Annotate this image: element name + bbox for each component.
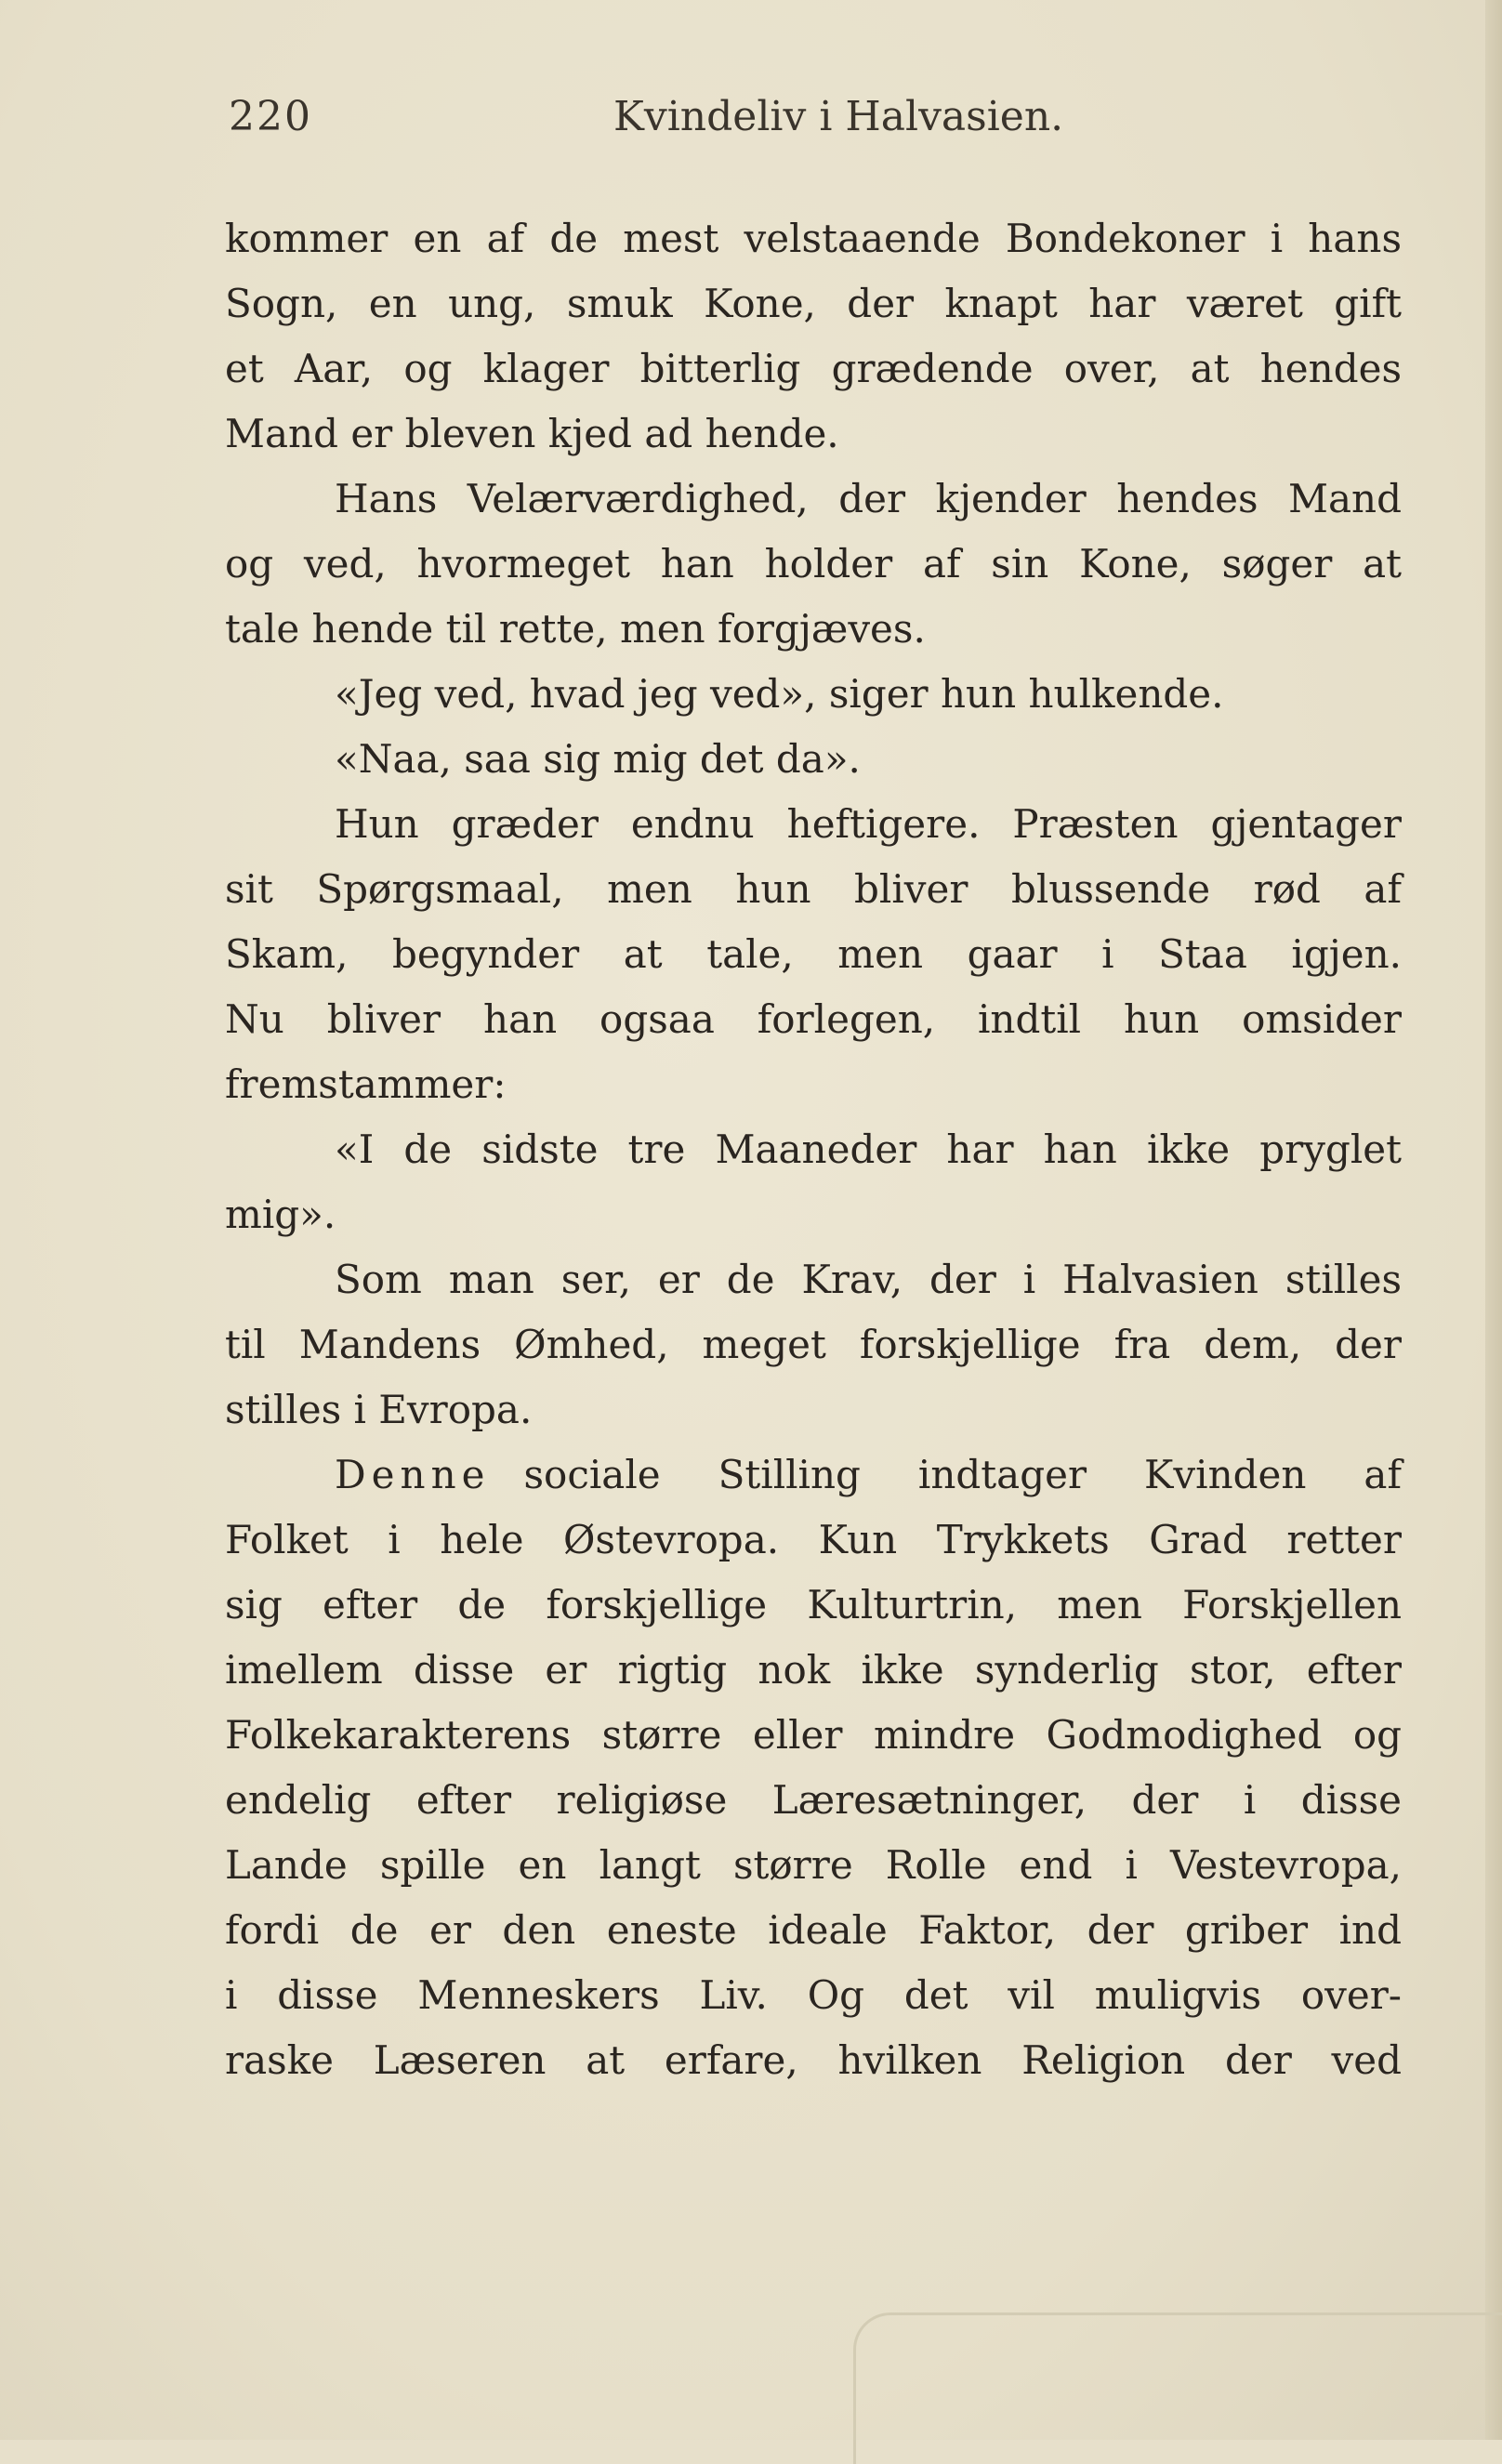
text-line: til Mandens Ømhed, meget forskjellige fra dem, der	[225, 1322, 1402, 1367]
text-line: Mand er bleven kjed ad hende.	[225, 411, 839, 456]
text-line: Hans Velærværdighed, der kjender hendes Mand	[335, 476, 1402, 521]
text-line: Skam, begynder at tale, men gaar i Staa igjen.	[225, 931, 1402, 977]
faint-border-mark	[853, 2312, 1502, 2464]
text-line: imellem disse er rigtig nok ikke synderlig stor, efter	[225, 1647, 1402, 1693]
text-line: i disse Menneskers Liv. Og det vil muligvis over-	[225, 1972, 1402, 2018]
text-line: et Aar, og klager bitterlig grædende over, at hendes	[225, 346, 1402, 391]
text-line: sig efter de forskjellige Kulturtrin, men Forskjellen	[225, 1582, 1402, 1627]
text-line: «Jeg ved, hvad jeg ved», siger hun hulkende.	[335, 671, 1224, 717]
text-line: «Naa, saa sig mig det da».	[335, 736, 861, 782]
text-line: Sogn, en ung, smuk Kone, der knapt har været gift	[225, 281, 1402, 326]
text-line: Hun græder endnu heftigere. Præsten gjentager	[335, 801, 1402, 847]
text-line: Denne sociale Stilling indtager Kvinden af	[225, 1443, 1402, 1508]
body-text	[225, 206, 1402, 2093]
text-line: kommer en af de mest velstaaende Bondekoner i hans	[225, 216, 1402, 261]
text-line: Folkekarakterens større eller mindre Godmodighed og	[225, 1712, 1402, 1758]
text-line: «I de sidste tre Maaneder har han ikke pryglet	[335, 1127, 1402, 1172]
text-line: sit Spørgsmaal, men hun bliver blussende rød af	[225, 866, 1402, 912]
text-line: og ved, hvormeget han holder af sin Kone, søger at	[225, 541, 1402, 586]
text-line: Lande spille en langt større Rolle end i Vestevropa,	[225, 1842, 1402, 1888]
text-line: Nu bliver han ogsaa forlegen, indtil hun omsider	[225, 996, 1402, 1042]
text-line: Som man ser, er de Krav, der i Halvasien stilles	[335, 1257, 1402, 1302]
text-line: raske Læseren at erfare, hvilken Religion der ved	[225, 2037, 1402, 2083]
text-line: fremstammer:	[225, 1061, 507, 1107]
text-line: Folket i hele Østevropa. Kun Trykkets Grad retter	[225, 1517, 1402, 1562]
text-line: fordi de er den eneste ideale Faktor, der griber ind	[225, 1907, 1402, 1953]
running-title: Kvindeliv i Halvasien.	[613, 93, 1064, 140]
page-number: 220	[229, 93, 312, 140]
page-header	[0, 93, 1502, 158]
text-line: endelig efter religiøse Læresætninger, der i disse	[225, 1777, 1402, 1823]
page-edge	[1485, 0, 1502, 2440]
text-line: stilles i Evropa.	[225, 1387, 533, 1432]
text-line: mig».	[225, 1192, 336, 1237]
text-line: tale hende til rette, men forgjæves.	[225, 606, 926, 652]
spaced-word: Denne	[335, 1452, 491, 1497]
